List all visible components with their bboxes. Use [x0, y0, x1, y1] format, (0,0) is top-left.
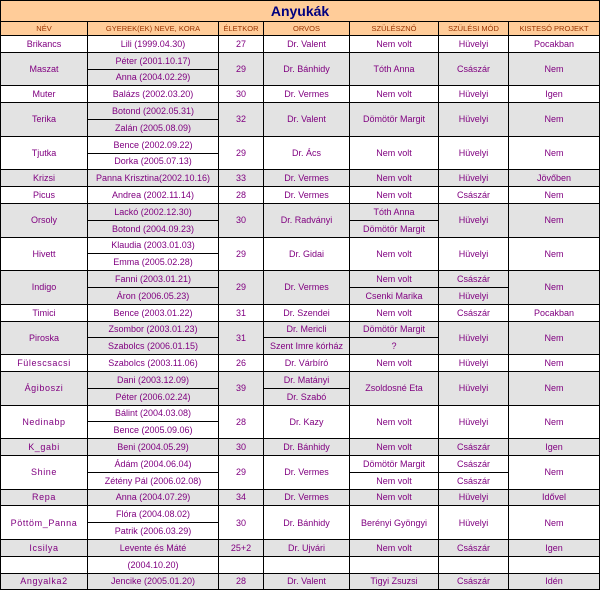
header-cell: SZÜLÉSI MÓD — [439, 22, 509, 36]
table-cell: Dr. Bánhidy — [264, 506, 350, 540]
table-cell: Tjutka — [1, 136, 88, 170]
table-cell: Császár — [439, 52, 509, 86]
table-cell: 34 — [219, 489, 264, 506]
table-cell: Pöttöm_Panna — [1, 506, 88, 540]
table-cell: Igen — [509, 539, 600, 556]
header-cell: GYEREK(EK) NEVE, KORA — [88, 22, 219, 36]
header-cell: ORVOS — [264, 22, 350, 36]
table-cell: Bence (2005.09.06) — [88, 422, 219, 439]
table-cell: Nem — [509, 187, 600, 204]
table-row — [1, 86, 600, 103]
table-row — [1, 439, 600, 456]
table-cell: Dr. Valent — [264, 573, 350, 590]
table-cell: Császár — [439, 539, 509, 556]
table-cell: Krizsi — [1, 170, 88, 187]
table-cell: Botond (2004.09.23) — [88, 220, 219, 237]
table-cell: Dömötör Margit — [350, 220, 439, 237]
header-cell: NÉV — [1, 22, 88, 36]
table-row — [1, 489, 600, 506]
table-cell: Dr. Bánhidy — [264, 439, 350, 456]
table-cell: 28 — [219, 573, 264, 590]
table-cell: Dr. Szendei — [264, 304, 350, 321]
table-cell: Beni (2004.05.29) — [88, 439, 219, 456]
table-cell: Patrik (2006.03.29) — [88, 523, 219, 540]
table-cell: Dömötör Margit — [350, 455, 439, 472]
table-cell: Nem volt — [350, 304, 439, 321]
table-cell: Emma (2005.02.28) — [88, 254, 219, 271]
table-cell: Nem volt — [350, 170, 439, 187]
table-cell: Klaudia (2003.01.03) — [88, 237, 219, 254]
table-row — [1, 304, 600, 321]
table-cell: Igen — [509, 86, 600, 103]
table-cell: Brikancs — [1, 36, 88, 53]
table-row — [1, 187, 600, 204]
table-cell: 31 — [219, 304, 264, 321]
table-row — [1, 355, 600, 372]
table-row — [1, 271, 600, 288]
table-cell: Hüvelyi — [439, 506, 509, 540]
table-cell: Dr. Vermes — [264, 489, 350, 506]
table-cell: Orsoly — [1, 203, 88, 237]
table-cell: Nem volt — [350, 237, 439, 271]
table-cell: Nem volt — [350, 355, 439, 372]
table-cell: Péter (2006.02.24) — [88, 388, 219, 405]
table-cell: 25+2 — [219, 539, 264, 556]
table-cell: Nem volt — [350, 271, 439, 288]
table-cell: Tóth Anna — [350, 203, 439, 220]
table-cell: Hüvelyi — [439, 371, 509, 405]
table-cell: Császár — [439, 472, 509, 489]
table-cell: Idén — [509, 573, 600, 590]
table-cell: Indigo — [1, 271, 88, 305]
table-cell: Anna (2004.07.29) — [88, 489, 219, 506]
table-cell: Szent Imre kórház — [264, 338, 350, 355]
table-cell: Dr. Gidai — [264, 237, 350, 271]
table-cell: Nem volt — [350, 539, 439, 556]
table-cell: 39 — [219, 371, 264, 405]
table-cell: Császár — [439, 271, 509, 288]
table-cell: Szabolcs (2003.11.06) — [88, 355, 219, 372]
table-cell: Jövőben — [509, 170, 600, 187]
table-cell: Hüvelyi — [439, 287, 509, 304]
table-cell: Nem — [509, 103, 600, 137]
table-cell: Dr. Várbíró — [264, 355, 350, 372]
table-cell: Hüvelyi — [439, 86, 509, 103]
table-cell: Nem — [509, 355, 600, 372]
table-row — [1, 573, 600, 590]
table-cell: Nedinabp — [1, 405, 88, 439]
table-row — [1, 170, 600, 187]
table-cell: Anna (2004.02.29) — [88, 69, 219, 86]
table-cell: Pocakban — [509, 304, 600, 321]
table-cell: Lili (1999.04.30) — [88, 36, 219, 53]
table-row — [1, 455, 600, 472]
table-cell: Dr. Ács — [264, 136, 350, 170]
table-cell: Pocakban — [509, 36, 600, 53]
table-cell: Idővel — [509, 489, 600, 506]
table-cell: Hüvelyi — [439, 136, 509, 170]
table-cell: Nem volt — [350, 86, 439, 103]
table-cell: Hüvelyi — [439, 321, 509, 355]
table-cell: 27 — [219, 36, 264, 53]
table-cell: Nem volt — [350, 136, 439, 170]
table-cell: 29 — [219, 237, 264, 271]
table-cell: 33 — [219, 170, 264, 187]
table-cell: Zsombor (2003.01.23) — [88, 321, 219, 338]
table-cell: Timici — [1, 304, 88, 321]
table-cell: Dömötör Margit — [350, 321, 439, 338]
table-cell: 29 — [219, 271, 264, 305]
table-cell: Maszat — [1, 52, 88, 86]
table-cell: Tigyi Zsuzsi — [350, 573, 439, 590]
table-cell: 30 — [219, 506, 264, 540]
table-cell: Nem — [509, 371, 600, 405]
table-cell — [509, 556, 600, 573]
table-cell: Dorka (2005.07.13) — [88, 153, 219, 170]
table-cell: Nem — [509, 405, 600, 439]
table-cell: Császár — [439, 439, 509, 456]
table-cell: ? — [350, 338, 439, 355]
table-cell: Császár — [439, 455, 509, 472]
table-cell: Nem — [509, 455, 600, 489]
table-cell: Hüvelyi — [439, 170, 509, 187]
table-cell: Nem — [509, 52, 600, 86]
table-cell: Dr. Ujvári — [264, 539, 350, 556]
table-cell: Ádám (2004.06.04) — [88, 455, 219, 472]
table-cell: Hüvelyi — [439, 36, 509, 53]
table-cell: Hivett — [1, 237, 88, 271]
table-cell: Szabolcs (2006.01.15) — [88, 338, 219, 355]
table-cell — [350, 556, 439, 573]
table-cell: Zétény Pál (2006.02.08) — [88, 472, 219, 489]
table-cell: Dr. Mericli — [264, 321, 350, 338]
table-cell: Dr. Vermes — [264, 86, 350, 103]
table-cell: Bálint (2004.03.08) — [88, 405, 219, 422]
table-cell: Dr. Vermes — [264, 271, 350, 305]
table-row — [1, 539, 600, 556]
table-cell: Nem volt — [350, 489, 439, 506]
table-cell: Icsilya — [1, 539, 88, 556]
table-cell: Császár — [439, 187, 509, 204]
table-cell: Dr. Bánhidy — [264, 52, 350, 86]
table-cell: Panna Krisztina(2002.10.16) — [88, 170, 219, 187]
table-cell: Nem — [509, 271, 600, 305]
table-cell: Bence (2002.09.22) — [88, 136, 219, 153]
header-cell: KISTESÓ PROJEKT — [509, 22, 600, 36]
table-cell: Ágiboszi — [1, 371, 88, 405]
table-cell: Dani (2003.12.09) — [88, 371, 219, 388]
table-cell: Dr. Szabó — [264, 388, 350, 405]
sheet-title: Anyukák — [1, 1, 600, 22]
table-cell: Hüvelyi — [439, 489, 509, 506]
table-cell: Nem volt — [350, 36, 439, 53]
table-cell: K_gabi — [1, 439, 88, 456]
table-row — [1, 136, 600, 153]
table-cell: Csenki Marika — [350, 287, 439, 304]
table-cell: Dr. Vermes — [264, 187, 350, 204]
table-row — [1, 36, 600, 53]
table-cell: Botond (2002.05.31) — [88, 103, 219, 120]
table-cell: Angyalka2 — [1, 573, 88, 590]
table-cell: Shine — [1, 455, 88, 489]
table-cell: Zalán (2005.08.09) — [88, 119, 219, 136]
table-cell: Nem — [509, 321, 600, 355]
table-cell: Dömötör Margit — [350, 103, 439, 137]
table-cell: Jencike (2005.01.20) — [88, 573, 219, 590]
table-cell: Repa — [1, 489, 88, 506]
table-cell: Igen — [509, 439, 600, 456]
table-cell: Tóth Anna — [350, 52, 439, 86]
table-row — [1, 203, 600, 220]
table-cell — [1, 556, 88, 573]
table-cell: Dr. Matányi — [264, 371, 350, 388]
table-cell: Levente és Máté — [88, 539, 219, 556]
table-cell: Nem — [509, 203, 600, 237]
table-cell: 29 — [219, 136, 264, 170]
table-cell: Picus — [1, 187, 88, 204]
table-cell: Nem volt — [350, 472, 439, 489]
table-body — [1, 36, 600, 590]
table-cell: Piroska — [1, 321, 88, 355]
table-cell: Áron (2006.05.23) — [88, 287, 219, 304]
table-cell: Berényi Gyöngyi — [350, 506, 439, 540]
table-cell: Dr. Vermes — [264, 455, 350, 489]
table-cell: Császár — [439, 304, 509, 321]
header-row — [1, 22, 600, 36]
table-row — [1, 103, 600, 120]
table-cell: Dr. Kazy — [264, 405, 350, 439]
table-cell: Péter (2001.10.17) — [88, 52, 219, 69]
table-cell: Hüvelyi — [439, 203, 509, 237]
table-cell: Hüvelyi — [439, 355, 509, 372]
table-cell: Dr. Radványi — [264, 203, 350, 237]
table-cell: Hüvelyi — [439, 405, 509, 439]
table-cell: Nem — [509, 237, 600, 271]
table-cell: Terika — [1, 103, 88, 137]
table-cell: Flóra (2004.08.02) — [88, 506, 219, 523]
table-row — [1, 371, 600, 388]
table-cell: Dr. Vermes — [264, 170, 350, 187]
table-cell: 30 — [219, 86, 264, 103]
table-cell: 31 — [219, 321, 264, 355]
table-row — [1, 556, 600, 573]
table-cell: Andrea (2002.11.14) — [88, 187, 219, 204]
table-cell: Fülescsacsi — [1, 355, 88, 372]
header-cell: ÉLETKOR — [219, 22, 264, 36]
table-row — [1, 405, 600, 422]
table-cell: Dr. Valent — [264, 36, 350, 53]
table-row — [1, 506, 600, 523]
table-cell: 26 — [219, 355, 264, 372]
table-row — [1, 321, 600, 338]
table-cell — [219, 556, 264, 573]
table-cell: Nem volt — [350, 187, 439, 204]
table-cell: 28 — [219, 187, 264, 204]
table-cell — [264, 556, 350, 573]
table-cell: Nem — [509, 136, 600, 170]
table-cell: Fanni (2003.01.21) — [88, 271, 219, 288]
table-cell: Dr. Valent — [264, 103, 350, 137]
table-cell: Lackó (2002.12.30) — [88, 203, 219, 220]
table-cell: (2004.10.20) — [88, 556, 219, 573]
table-cell: Muter — [1, 86, 88, 103]
table-cell — [439, 556, 509, 573]
table-cell: Nem volt — [350, 439, 439, 456]
table-cell: 29 — [219, 52, 264, 86]
table-cell: Nem — [509, 506, 600, 540]
table-cell: Zsoldosné Eta — [350, 371, 439, 405]
table-cell: Nem volt — [350, 405, 439, 439]
table-row — [1, 237, 600, 254]
table-cell: 30 — [219, 439, 264, 456]
table-cell: Hüvelyi — [439, 103, 509, 137]
table-cell: Császár — [439, 573, 509, 590]
table-cell: 28 — [219, 405, 264, 439]
table-row — [1, 52, 600, 69]
table-cell: Balázs (2002.03.20) — [88, 86, 219, 103]
header-cell: SZÜLÉSZNŐ — [350, 22, 439, 36]
table-cell: Hüvelyi — [439, 237, 509, 271]
table-cell: Bence (2003.01.22) — [88, 304, 219, 321]
table-cell: 29 — [219, 455, 264, 489]
table-cell: 30 — [219, 203, 264, 237]
table-cell: 32 — [219, 103, 264, 137]
